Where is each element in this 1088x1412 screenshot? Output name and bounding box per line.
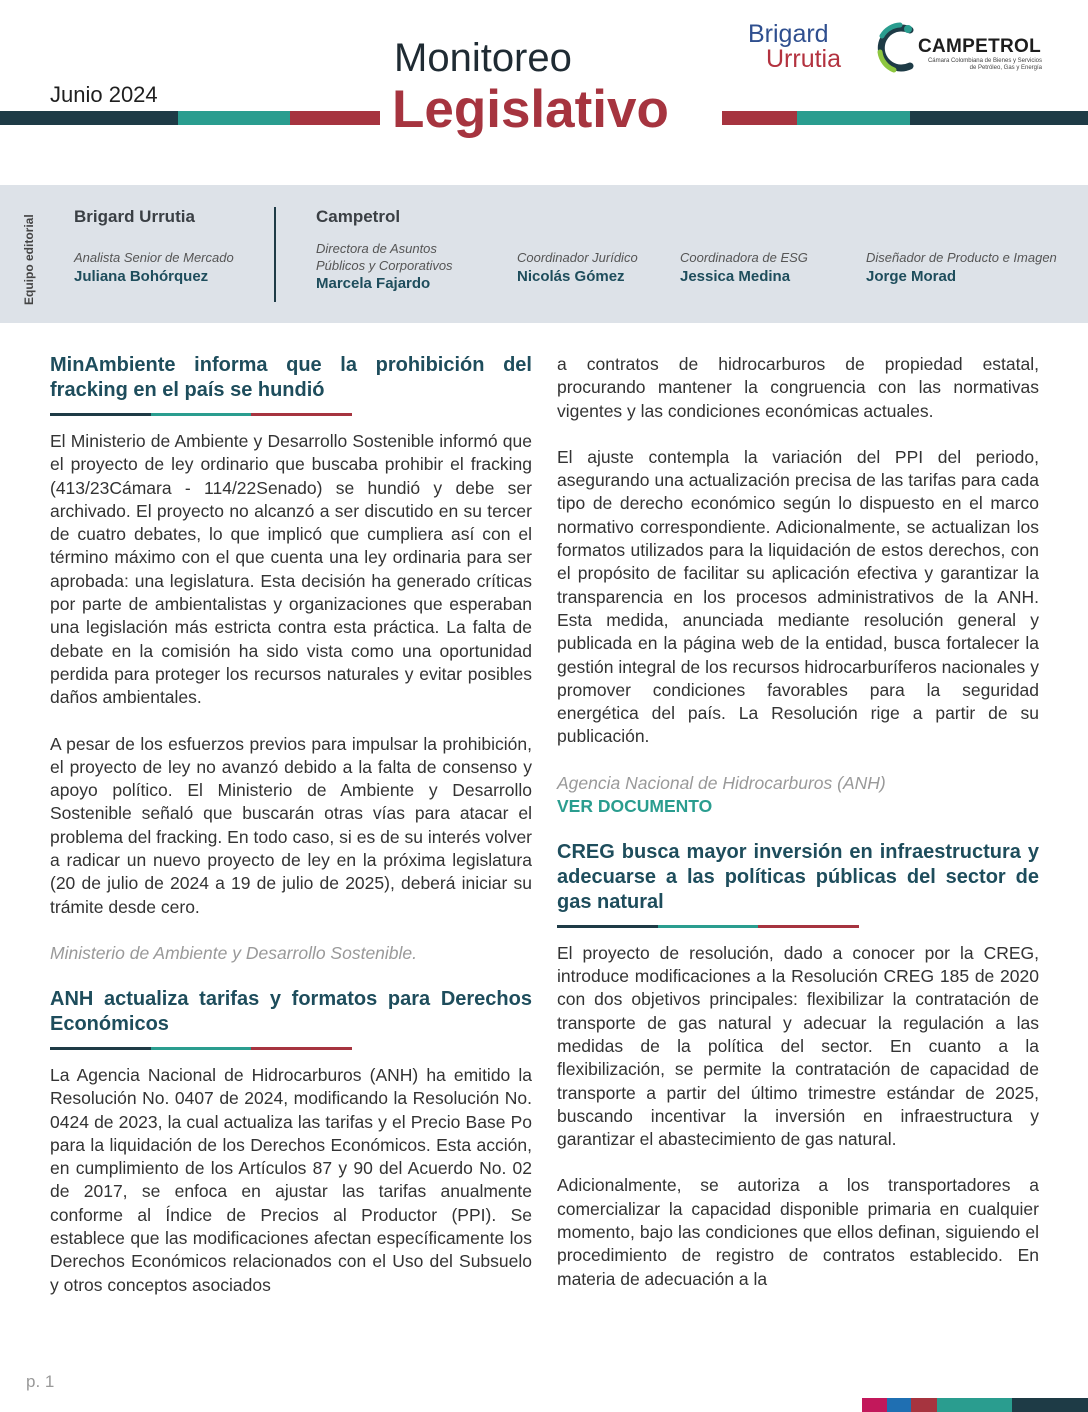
page-number: p. 1 bbox=[26, 1372, 55, 1391]
org-campetrol: Campetrol bbox=[316, 207, 401, 226]
article-2-paragraph-1-continued: a contratos de hidrocarburos de propiedad estatal, procurando mantener la congruencia con las normativas vigentes y las condiciones económicas actuales. bbox=[557, 354, 1039, 421]
role-legal: Coordinador Jurídico bbox=[517, 250, 638, 265]
article-1-paragraph-1: El Ministerio de Ambiente y Desarrollo Sostenible informó que el proyecto de ley ordinario que buscaba prohibir el fracking (413/23Cámara - 114/22Senado) se hundió y debe ser archivado. El proyecto no alcanzó a ser discutido en su tercer de cuatro debates, lo que implicó que cumpliera así con el término máximo con el que cuenta una ley ordinaria para ser aprobada: una legislatura. Esta decisión ha generado críticas por parte de ambientalistas y organizaciones que esperaban una legislación más estricta contra esta práctica. La falta de debate en la comisión ha sido vista como una oportunidad perdida para proteger los recursos naturales y evitar posibles daños ambientales. bbox=[50, 431, 532, 708]
name-esg: Jessica Medina bbox=[680, 268, 791, 285]
article-2-paragraph-1: La Agencia Nacional de Hidrocarburos (ANH) ha emitido la Resolución No. 0407 de 2024, modificando la Resolución No. 0424 de 2023, la cual actualiza las tarifas y el Precio Base Po para la liquidación de los Derechos Económicos. Esta acción, en cumplimiento de los Artículos 87 y 90 del Acuerdo No. 02 de 2017, se enfoca en ajustar las tarifas anualmente conforme al Índice de Precios al Productor (PPI). Se establece que las modificaciones afectan específicamente los Derechos Económicos relacionados con el Uso del Subsuelo y otros conceptos asociados bbox=[50, 1064, 532, 1295]
title-line-2: Legislativo bbox=[392, 80, 669, 139]
article-2-rule bbox=[50, 1047, 352, 1050]
role-analyst: Analista Senior de Mercado bbox=[74, 250, 234, 265]
role-esg: Coordinadora de ESG bbox=[680, 250, 808, 265]
right-column bbox=[557, 353, 1039, 1291]
campetrol-subtitle: Cámara Colombiana de Bienes y Servicios de Petróleo, Gas y Energía bbox=[927, 58, 1042, 71]
campetrol-name: CAMPETROL bbox=[918, 36, 1042, 57]
name-analyst: Juliana Bohórquez bbox=[74, 268, 209, 285]
name-director: Marcela Fajardo bbox=[316, 275, 431, 292]
article-1-paragraph-2: A pesar de los esfuerzos previos para impulsar la prohibición, el proyecto de ley no avanzó debido a la falta de consenso y apoyo político. El Ministerio de Ambiente y Desarrollo Sostenible señaló que buscarán otras vías para atacar el problema del fracking. En todo caso, si es de su interés volver a radicar un nuevo proyecto de ley en la próxima legislatura (20 de julio de 2024 a 19 de julio de 2025), deberá iniciar su trámite desde cero. bbox=[50, 733, 532, 917]
title-line-1: Monitoreo bbox=[394, 36, 572, 80]
org-brigard: Brigard Urrutia bbox=[74, 207, 195, 226]
article-2-title: ANH actualiza tarifas y formatos para Derechos Económicos bbox=[50, 987, 532, 1035]
logo-brigard-text: Brigard bbox=[748, 20, 829, 48]
article-3-title: CREG busca mayor inversión en infraestructura y adecuarse a las políticas públicas del sector de gas natural bbox=[557, 840, 1039, 913]
name-designer: Jorge Morad bbox=[866, 268, 957, 285]
role-director: Directora de Asuntos Públicos y Corporativos bbox=[316, 241, 453, 273]
editorial-label: Equipo editorial bbox=[22, 214, 36, 305]
left-column bbox=[50, 353, 532, 1297]
article-1-rule bbox=[50, 413, 352, 416]
issue-date: Junio 2024 bbox=[50, 82, 158, 107]
brigard-urrutia-logo bbox=[748, 22, 841, 72]
article-3-paragraph-2: Adicionalmente, se autoriza a los transportadores a comercializar la capacidad disponible primaria en cualquier momento, bajo las condiciones que ellos definan, siguiendo el procedimiento de registro de contratos establecido. En materia de adecuación a la bbox=[557, 1175, 1039, 1289]
campetrol-emblem-icon bbox=[876, 22, 920, 74]
role-designer: Diseñador de Producto e Imagen bbox=[866, 250, 1057, 265]
article-2-paragraph-2: El ajuste contempla la variación del PPI del periodo, asegurando una actualización precisa de las tarifas para cada tipo de derecho económico según lo dispuesto en el marco normativo correspondiente. Adicionalmente, se actualizan los formatos utilizados para la liquidación de estos derechos, con el propósito de facilitar su aplicación efectiva y garantizar la transparencia en los procesos administrativos de la ANH. Esta medida, anunciada mediante resolución general y publicada en la página web de la entidad, busca fortalecer la gestión integral de los recursos hidrocarburíferos nacionales y promover condiciones favorables para la seguridad energética del país. La Resolución rige a partir de su publicación. bbox=[557, 446, 1039, 747]
view-document-link[interactable]: VER DOCUMENTO bbox=[557, 795, 713, 816]
article-2-source: Agencia Nacional de Hidrocarburos (ANH) bbox=[557, 772, 886, 793]
article-3-paragraph-1: El proyecto de resolución, dado a conocer por la CREG, introduce modificaciones a la Resolución CREG 185 de 2020 con dos objetivos principales: flexibilizar la contratación de transporte de gas natural y adecuar la regulación a las medidas de la política del sector. En cuanto a la flexibilización, se permite la contratación de capacidad de transporte a partir del último trimestre estándar de 2025, buscando incentivar la inversión en infraestructura y garantizar el abastecimiento de gas natural. bbox=[557, 942, 1039, 1150]
name-legal: Nicolás Gómez bbox=[517, 268, 625, 285]
article-3-rule bbox=[557, 925, 859, 928]
editorial-divider bbox=[274, 207, 276, 302]
article-1-title: MinAmbiente informa que la prohibición del fracking en el país se hundió bbox=[50, 354, 532, 401]
article-1-source: Ministerio de Ambiente y Desarrollo Sostenible. bbox=[50, 942, 418, 963]
logo-urrutia-text: Urrutia bbox=[766, 45, 842, 73]
